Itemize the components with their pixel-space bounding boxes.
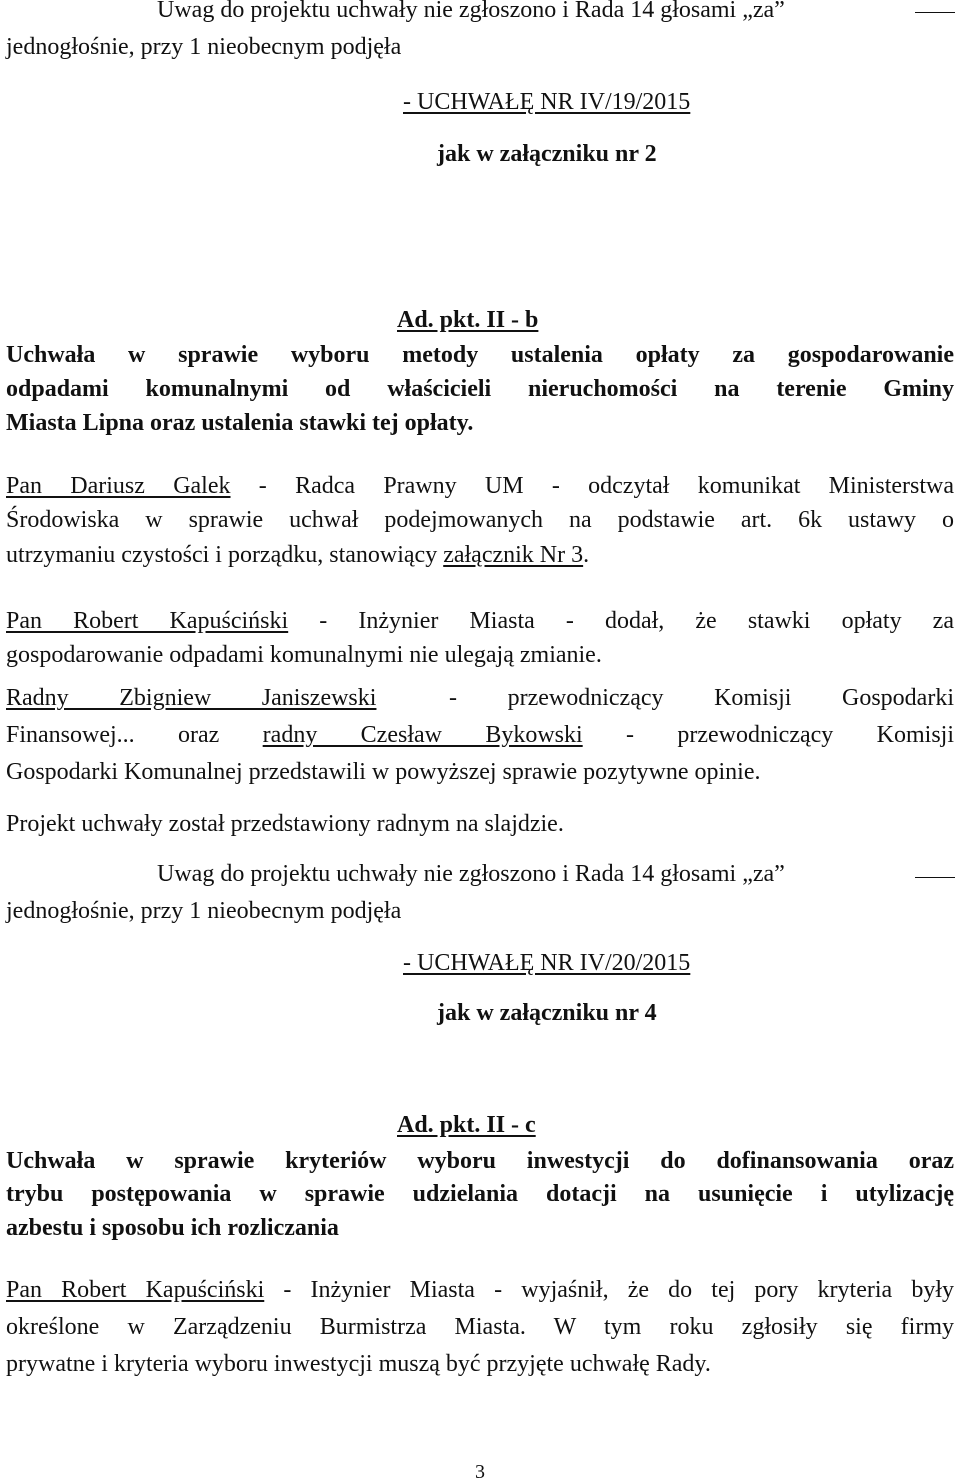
agenda-item-heading: Ad. pkt. II - b (397, 307, 539, 333)
speaker-name: Pan Robert Kapuściński (6, 1277, 265, 1303)
paragraph-line: utrzymaniu czystości i porządku, stanowiący załącznik Nr 3. (6, 542, 590, 568)
vote-statement-line: Uwag do projektu uchwały nie zgłoszono i Rada 14 głosami „za” (157, 0, 785, 23)
page-number: 3 (475, 1461, 485, 1483)
speaker-name: Pan Robert Kapuściński (6, 608, 289, 634)
paragraph-line: Gospodarki Komunalnej przedstawili w powyższej sprawie pozytywne opinie. (6, 759, 761, 785)
annex-reference: załącznik Nr 3 (443, 542, 584, 568)
paragraph-line: prywatne i kryteria wyboru inwestycji muszą być przyjęte uchwałę Rady. (6, 1351, 711, 1377)
resolution-subject-line: trybu postępowania w sprawie udzielania dotacji na usunięcie i utylizację (6, 1181, 954, 1207)
dash-underline (915, 12, 955, 13)
vote-statement-line: Uwag do projektu uchwały nie zgłoszono i Rada 14 głosami „za” (157, 861, 785, 887)
resolution-annex: jak w załączniku nr 2 (437, 141, 657, 167)
paragraph-line: Środowiska w sprawie uchwał podejmowanych na podstawie art. 6k ustawy o (6, 507, 954, 533)
resolution-subject-line: azbestu i sposobu ich rozliczania (6, 1215, 339, 1241)
speaker-name: radny Czesław Bykowski (262, 722, 583, 748)
paragraph-line: Radny Zbigniew Janiszewski - przewodniczący Komisji Gospodarki (6, 685, 954, 711)
resolution-title: - UCHWAŁĘ NR IV/19/2015 (403, 89, 691, 115)
resolution-subject-line: Uchwała w sprawie wyboru metody ustalenia opłaty za gospodarowanie (6, 342, 954, 368)
resolution-subject-line: odpadami komunalnymi od właścicieli nieruchomości na terenie Gminy (6, 376, 954, 402)
resolution-subject-line: Uchwała w sprawie kryteriów wyboru inwestycji do dofinansowania oraz (6, 1148, 954, 1174)
vote-statement-line: jednogłośnie, przy 1 nieobecnym podjęła (6, 34, 402, 60)
paragraph-line: Finansowej... oraz radny Czesław Bykowski - przewodniczący Komisji (6, 722, 954, 748)
vote-statement-line: jednogłośnie, przy 1 nieobecnym podjęła (6, 898, 402, 924)
paragraph-line: Projekt uchwały został przedstawiony radnym na slajdzie. (6, 811, 564, 837)
paragraph-line: Pan Dariusz Galek - Radca Prawny UM - odczytał komunikat Ministerstwa (6, 473, 954, 499)
speaker-name: Radny Zbigniew Janiszewski (6, 685, 377, 711)
resolution-subject-line: Miasta Lipna oraz ustalenia stawki tej opłaty. (6, 410, 474, 436)
speaker-name: Pan Dariusz Galek (6, 473, 231, 499)
paragraph-line: określone w Zarządzeniu Burmistrza Miasta. W tym roku zgłosiły się firmy (6, 1314, 954, 1340)
agenda-item-heading: Ad. pkt. II - c (397, 1112, 536, 1138)
resolution-annex: jak w załączniku nr 4 (437, 1000, 657, 1026)
resolution-title: - UCHWAŁĘ NR IV/20/2015 (403, 950, 691, 976)
paragraph-line: Pan Robert Kapuściński - Inżynier Miasta - dodał, że stawki opłaty za (6, 608, 954, 634)
paragraph-line: Pan Robert Kapuściński - Inżynier Miasta - wyjaśnił, że do tej pory kryteria były (6, 1277, 954, 1303)
paragraph-line: gospodarowanie odpadami komunalnymi nie ulegają zmianie. (6, 642, 602, 668)
dash-underline (915, 877, 955, 878)
